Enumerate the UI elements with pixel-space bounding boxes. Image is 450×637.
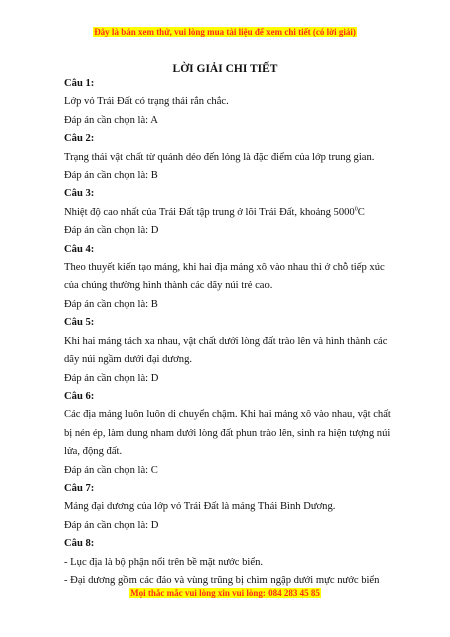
question-block [64, 241, 400, 315]
question-explanation [64, 204, 400, 222]
question-answer: Đáp án cần chọn là: D [64, 225, 159, 237]
explanation-text: Nhiệt độ cao nhất của Trái Đất tập trung ở lõi Trái Đất, khoảng 5000 [64, 206, 355, 218]
contact-banner [0, 588, 450, 598]
page-title: LỜI GIẢI CHI TIẾT [172, 63, 278, 75]
question-answer: Đáp án cần chọn là: C [64, 464, 158, 476]
question-label: Câu 3: [64, 188, 95, 200]
question-block [64, 75, 400, 130]
question-explanation: bị nén ép, làm dung nham dưới lòng đất phun trào lên, sinh ra hiện tượng núi [64, 427, 391, 439]
question-label: Câu 7: [64, 482, 95, 494]
question-label: Câu 6: [64, 390, 95, 402]
question-label: Câu 1: [64, 78, 95, 89]
question-answer: Đáp án cần chọn là: B [64, 298, 158, 310]
question-explanation: Các địa mảng luôn luôn di chuyển chậm. Khi hai mảng xô vào nhau, vật chất [64, 409, 391, 421]
question-label: Câu 8: [64, 538, 95, 550]
question-block [64, 388, 400, 480]
answer-content [64, 75, 400, 590]
question-answer: Đáp án cần chọn là: D [64, 519, 159, 531]
question-explanation: lửa, động đất. [64, 446, 123, 458]
question-block [64, 314, 400, 388]
question-block [64, 130, 400, 185]
question-block [64, 480, 400, 535]
question-answer: Đáp án cần chọn là: B [64, 170, 158, 182]
degree-superscript: 0 [354, 206, 358, 213]
question-answer: Đáp án cần chọn là: D [64, 372, 159, 384]
question-explanation: Lớp vỏ Trái Đất có trạng thái rắn chắc. [64, 96, 229, 108]
question-label: Câu 5: [64, 317, 95, 329]
question-explanation: dãy núi ngầm dưới đại dương. [64, 354, 193, 366]
question-explanation: của chúng thường hình thành các dãy núi trẻ cao. [64, 280, 273, 292]
question-explanation: - Lục địa là bộ phận nổi trên bề mặt nước biển. [64, 556, 264, 568]
question-explanation: Theo thuyết kiến tạo mảng, khi hai địa mảng xô vào nhau thì ở chỗ tiếp xúc [64, 262, 385, 274]
question-answer: Đáp án cần chọn là: A [64, 114, 158, 126]
question-explanation: Trạng thái vật chất từ quánh dẻo đến lỏng là đặc điểm của lớp trung gian. [64, 151, 375, 163]
question-block [64, 535, 400, 590]
explanation-unit: C [357, 206, 365, 218]
contact-banner-text: Mọi thắc mắc vui lòng xin vui lòng: 084 283 45 85 [130, 588, 320, 598]
preview-banner [0, 27, 450, 37]
question-label: Câu 4: [64, 243, 95, 255]
question-explanation: Khi hai mảng tách xa nhau, vật chất dưới lòng đất trào lên và hình thành các [64, 335, 388, 347]
question-label: Câu 2: [64, 133, 95, 145]
question-block [64, 185, 400, 240]
question-explanation: - Đại dương gồm các đảo và vùng trũng bị chìm ngập dưới mực nước biển [64, 574, 380, 586]
preview-banner-text: Đây là bản xem thử, vui lòng mua tài liệu để xem chi tiết (có lời giải) [94, 27, 356, 37]
question-explanation: Mảng đại dương của lớp vỏ Trái Đất là mảng Thái Bình Dương. [64, 501, 336, 513]
